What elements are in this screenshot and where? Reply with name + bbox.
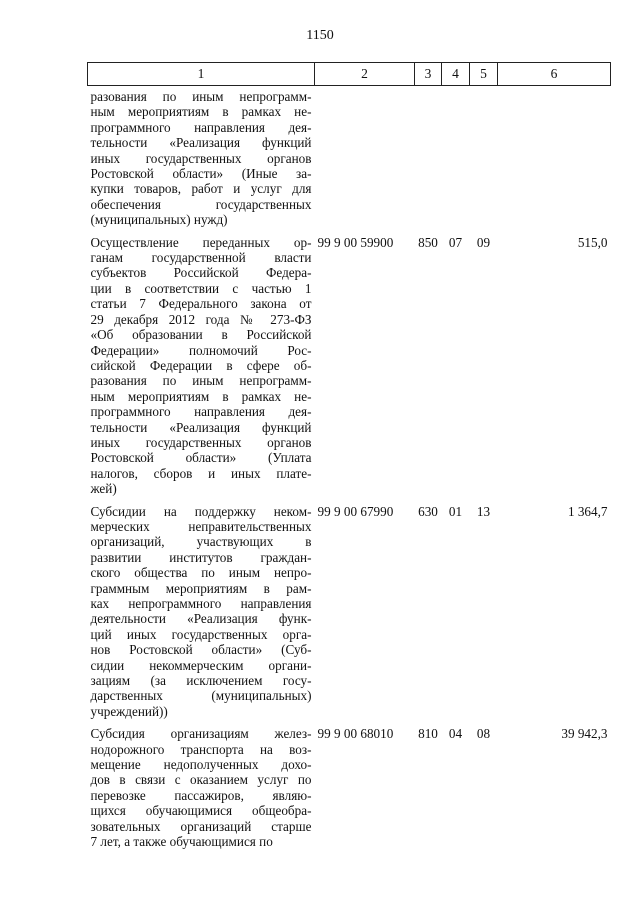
section-code: [442, 86, 470, 235]
description-line: налогов, сборов и иных плате-: [90, 465, 312, 481]
description-line: Осуществление переданных ор-: [90, 234, 312, 250]
description-line: учреждений)): [90, 703, 168, 719]
description-line: ганам государственной власти: [90, 250, 312, 266]
description-line: дов в связи с оказанием услуг по: [90, 772, 312, 788]
column-header: 1: [88, 63, 315, 86]
description-line: нов Ростовской области» (Суб-: [90, 642, 312, 658]
description-line: купки товаров, работ и услуг для: [90, 181, 312, 197]
description-line: развитии институтов граждан-: [90, 549, 312, 565]
description-line: жей): [90, 481, 117, 497]
subsection-code: 08: [476, 726, 491, 742]
description-line: тельности «Реализация функций: [90, 135, 312, 151]
subsection-code: 09: [476, 234, 491, 250]
description-line: граммным мероприятиям в рам-: [90, 580, 312, 596]
description-line: деятельности «Реализация функ-: [90, 611, 312, 627]
column-header: 5: [470, 63, 498, 86]
description-line: ках непрограммного направления: [90, 596, 312, 611]
description-line: иных государственных органов: [90, 434, 312, 450]
subsection-code: [470, 86, 498, 235]
description-line: 29 декабря 2012 года № 273-ФЗ: [90, 311, 312, 327]
description-line: ского общества по иным непро-: [90, 565, 312, 581]
description-line: ций иных государственных орга-: [90, 626, 312, 642]
expense-type-code: [415, 86, 442, 235]
description-line: нодорожного транспорта на воз-: [90, 741, 312, 757]
target-article-code: [315, 86, 415, 235]
description-line: ным мероприятиям в рамках не-: [90, 388, 312, 404]
description-line: (муниципальных) нужд): [90, 212, 228, 228]
description-line: ным мероприятиям в рамках не-: [90, 104, 312, 120]
section-code: 04: [448, 726, 463, 742]
description-line: статьи 7 Федерального закона от: [90, 296, 312, 312]
table-row: [88, 235, 611, 504]
amount-value: 39 942,3: [561, 726, 608, 742]
target-article-code: 99 9 00 68010: [317, 726, 394, 742]
section-code: 07: [448, 234, 463, 250]
description-line: дарственных (муниципальных): [90, 688, 312, 704]
description-line: зовательных организаций старше: [90, 818, 312, 834]
description-line: программного направления дея-: [90, 404, 312, 420]
column-header: 6: [498, 63, 611, 86]
table-row: [88, 504, 611, 727]
table-row: [88, 86, 611, 235]
row-description: [88, 235, 315, 504]
description-line: зациям (за исключением госу-: [90, 673, 312, 689]
table-header-row: [88, 63, 611, 86]
amount-value: [498, 86, 611, 235]
description-line: сийской Федерации в сфере об-: [90, 357, 312, 373]
description-line: щихся обучающимися общеобра-: [90, 803, 312, 819]
description-line: разования по иным непрограмм-: [90, 89, 312, 104]
column-header: 3: [415, 63, 442, 86]
expense-type-code: 810: [418, 726, 438, 742]
column-header: 4: [442, 63, 470, 86]
expense-type-code: 630: [418, 503, 438, 519]
description-line: организаций, участвующих в: [90, 534, 312, 550]
row-description: [88, 86, 315, 235]
description-line: 7 лет, а также обучающимися по: [90, 834, 273, 850]
description-line: Субсидии на поддержку неком-: [90, 503, 312, 519]
description-line: Федерации» полномочий Рос-: [90, 342, 312, 358]
description-line: мещение недополученных дохо-: [90, 757, 312, 773]
page-number: 1150: [306, 28, 334, 43]
amount-value: 515,0: [577, 234, 608, 250]
table-row: [88, 726, 611, 856]
subsection-code: 13: [476, 503, 491, 519]
description-line: программного направления дея-: [90, 119, 312, 135]
description-line: перевозке пассажиров, являю-: [90, 787, 312, 803]
row-description: [88, 726, 315, 856]
target-article-code: 99 9 00 67990: [317, 503, 394, 519]
description-line: сидии некоммерческим органи-: [90, 657, 312, 673]
description-line: Ростовской области» (Уплата: [90, 450, 312, 466]
column-header: 2: [315, 63, 415, 86]
description-line: обеспечения государственных: [90, 196, 312, 212]
expense-type-code: 850: [418, 234, 438, 250]
table-body: [88, 86, 611, 857]
description-line: субъектов Российской Федера-: [90, 265, 312, 281]
description-line: иных государственных органов: [90, 150, 312, 166]
target-article-code: 99 9 00 59900: [317, 234, 394, 250]
description-line: Ростовской области» (Иные за-: [90, 166, 312, 182]
description-line: «Об образовании в Российской: [90, 327, 312, 343]
amount-value: 1 364,7: [567, 503, 608, 519]
description-line: мерческих неправительственных: [90, 518, 312, 534]
description-line: ции в соответствии с частью 1: [90, 280, 312, 296]
row-description: [88, 504, 315, 727]
description-line: разования по иным непрограмм-: [90, 373, 312, 389]
description-line: Субсидия организациям желез-: [90, 726, 312, 742]
budget-table: [87, 62, 611, 857]
section-code: 01: [448, 503, 463, 519]
description-line: тельности «Реализация функций: [90, 419, 312, 435]
